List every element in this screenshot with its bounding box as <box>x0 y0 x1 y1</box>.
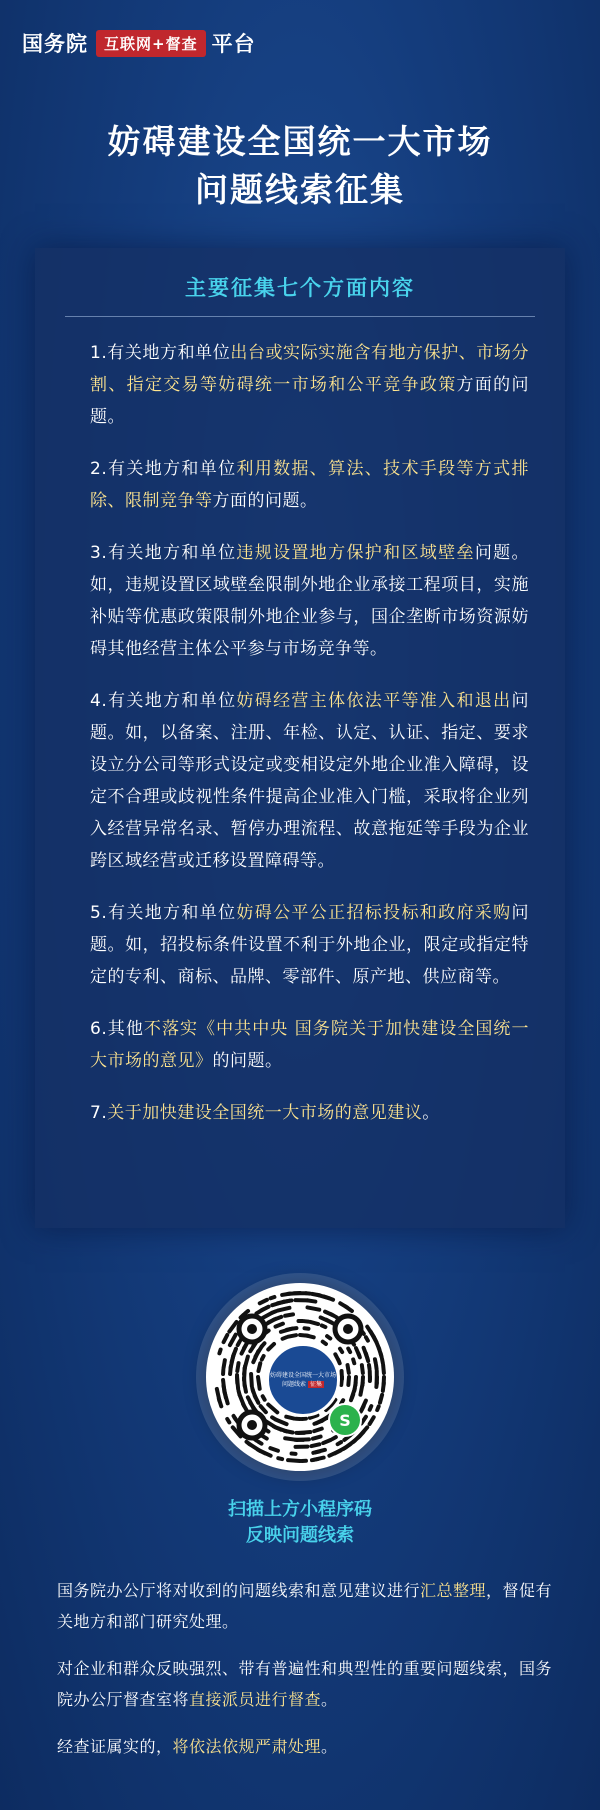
list-item <box>90 337 529 433</box>
body-text: 问题。如，招投标条件设置不利于外地企业，限定或指定特定的专利、商标、品牌、零部件、原产地、供应商等。 <box>90 903 529 987</box>
body-text: 方面的问题。 <box>90 375 530 427</box>
panel-title: 主要征集七个方面内容 <box>185 276 415 300</box>
body-text: ，督促有关地方和部门研究处理。 <box>57 1581 553 1631</box>
brand-suffix: 平台 <box>211 32 256 56</box>
scan-caption <box>0 1497 600 1549</box>
body-text: 问题。如，以备案、注册、年检、认定、认证、指定、要求设立分公司等形式设定或变相设定外地企业准入障碍，设定不合理或歧视性条件提高企业准入门槛，采取将企业列入经营异常名录、暂停办理流程、故意拖延等手段为企业跨区域经营或迁移设置障碍等。 <box>90 691 529 871</box>
title-line-2: 问题线索征集 <box>195 170 405 209</box>
body-text: 2.有关地方和单位 <box>90 459 237 479</box>
collection-items-list <box>90 337 529 1129</box>
body-text: 5.有关地方和单位 <box>90 903 237 923</box>
body-text: 对企业和群众反映强烈、带有普遍性和典型性的重要问题线索，国务院办公厅督查室将 <box>57 1659 553 1709</box>
body-text: 国务院办公厅将对收到的问题线索和意见建议进行 <box>57 1581 421 1600</box>
body-text: 方面的问题。 <box>212 491 318 511</box>
highlight-text: 利用数据、算法、技术手段等方式排除、限制竞争等 <box>90 459 529 511</box>
body-text: 经查证属实的， <box>57 1737 173 1756</box>
list-item <box>90 1097 529 1129</box>
body-text: 的问题。 <box>212 1051 283 1071</box>
highlight-text: 将依法依规严肃处理 <box>172 1737 322 1756</box>
highlight-text: 出台或实际实施含有地方保护、市场分割、指定交易等妨碍统一市场和公平竞争政策 <box>90 343 529 395</box>
brand-badge: 互联网+督查 <box>96 30 206 57</box>
footer-notes <box>57 1575 557 1778</box>
qr-center-tag: 征集 <box>310 1381 323 1388</box>
brand-name: 国务院 <box>22 32 88 56</box>
caption-line-2: 反映问题线索 <box>246 1525 354 1546</box>
page-title <box>0 118 600 214</box>
platform-header <box>22 28 256 58</box>
body-text: 6.其他 <box>90 1019 144 1039</box>
list-item <box>90 537 529 665</box>
body-text: 问题。如，违规设置区域壁垒限制外地企业承接工程项目，实施补贴等优惠政策限制外地企业参与，国企垄断市场资源妨碍其他经营主体公平参与市场竞争等。 <box>90 543 529 659</box>
highlight-text: 妨碍经营主体依法平等准入和退出 <box>236 691 512 711</box>
content-panel <box>35 248 565 1228</box>
body-text: 1.有关地方和单位 <box>90 343 231 363</box>
footer-paragraph <box>57 1653 557 1715</box>
mini-program-logo-icon: S <box>328 1403 362 1437</box>
highlight-text: 直接派员进行督查 <box>189 1690 322 1709</box>
body-text: 。 <box>321 1690 338 1709</box>
body-text: 3.有关地方和单位 <box>90 543 237 563</box>
body-text: 。 <box>321 1737 338 1756</box>
body-text: 。 <box>422 1103 440 1123</box>
list-item <box>90 1013 529 1077</box>
list-item <box>90 453 529 517</box>
highlight-text: 不落实《中共中央 国务院关于加快建设全国统一大市场的意见》 <box>90 1019 529 1071</box>
list-item <box>90 897 529 993</box>
highlight-text: 妨碍公平公正招标投标和政府采购 <box>236 903 512 923</box>
qr-center-line-2 <box>282 1380 324 1389</box>
footer-paragraph <box>57 1575 557 1637</box>
list-item <box>90 685 529 877</box>
panel-divider <box>65 316 535 317</box>
qr-center-line-1: 妨碍建设全国统一大市场 <box>269 1372 336 1379</box>
highlight-text: 违规设置地方保护和区域壁垒 <box>236 543 475 563</box>
highlight-text: 汇总整理 <box>420 1581 487 1600</box>
highlight-text: 关于加快建设全国统一大市场的意见建议 <box>107 1103 423 1123</box>
qr-center-logo <box>266 1343 340 1417</box>
caption-line-1: 扫描上方小程序码 <box>228 1499 372 1520</box>
qr-center-line-2-text: 问题线索 <box>281 1381 306 1388</box>
body-text: 7. <box>90 1103 108 1123</box>
footer-paragraph <box>57 1731 557 1762</box>
body-text: 4.有关地方和单位 <box>90 691 237 711</box>
mini-program-code[interactable] <box>206 1283 394 1471</box>
title-line-1: 妨碍建设全国统一大市场 <box>107 122 493 161</box>
